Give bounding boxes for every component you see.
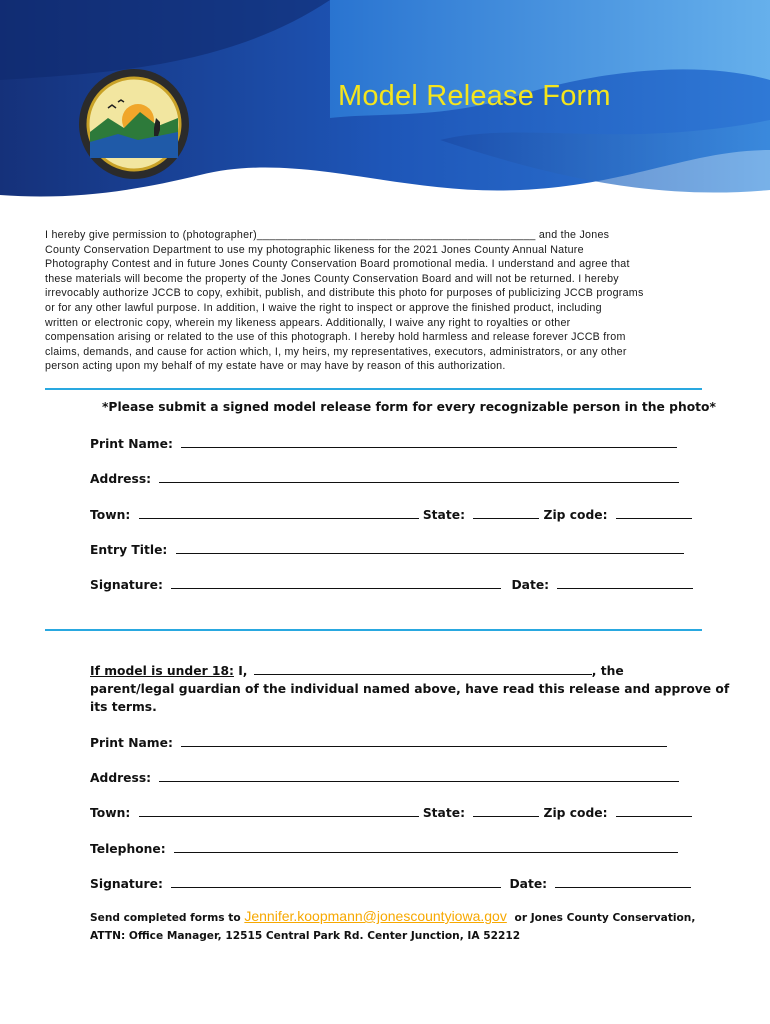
paragraph-line: claims, demands, and cause for action which, I, my heirs, my representatives, executors, administrators, or any other [45,345,627,358]
submission-notice: *Please submit a signed model release form for every recognizable person in the photo* [102,400,716,414]
header-banner [0,0,770,210]
zip-field[interactable] [616,804,692,817]
address-field[interactable] [159,769,679,782]
address-label: Address: [90,472,152,486]
signature-row [90,875,691,893]
guardian-text: parent/legal guardian of the individual named above, have read this release and approve of [90,682,730,696]
page-title: Model Release Form [338,80,611,112]
signature-row [90,576,693,594]
town-row [90,506,692,524]
address-row [90,769,679,787]
state-label: State: [422,806,465,820]
paragraph-line: these materials will become the property of the Jones County Conservation Board and will not be returned. I hereby [45,272,619,285]
zip-label: Zip code: [543,508,608,522]
address-row [90,470,679,488]
state-field[interactable] [473,804,539,817]
town-label: Town: [90,508,131,522]
guardian-name-field[interactable] [254,662,592,675]
guardian-text: its terms. [90,700,157,714]
guardian-text: I, [238,664,248,678]
paragraph-line: compensation arising or related to the use of this photograph. I hereby hold harmless and release forever JCCB from [45,331,626,344]
paragraph-line: Photography Contest and in future Jones County Conservation Board promotional media. I understand and agree that [45,258,630,271]
state-field[interactable] [473,506,539,519]
print-name-row [90,734,667,752]
entry-title-field[interactable] [176,541,684,554]
submission-instructions [90,907,695,945]
signature-field[interactable] [171,875,501,888]
section-divider [45,388,702,390]
print-name-row [90,435,677,453]
send-suffix: or Jones County Conservation, [514,912,696,924]
paragraph-line: I hereby give permission to (photographer)_____________________________________________ and the Jones [45,229,610,241]
release-paragraph [45,228,685,374]
print-name-field[interactable] [181,435,677,448]
entry-title-label: Entry Title: [90,543,168,557]
signature-label: Signature: [90,877,163,891]
date-label: Date: [509,877,548,891]
telephone-label: Telephone: [90,842,166,856]
paragraph-line: or for any other lawful purpose. In addition, I waive the right to inspect or approve the finished product, including [45,301,602,314]
signature-label: Signature: [90,578,163,592]
date-field[interactable] [557,576,693,589]
paragraph-line: person acting upon my behalf of my estate have or may have by reason of this authorization. [45,360,506,373]
zip-field[interactable] [616,506,692,519]
telephone-row [90,840,678,858]
date-field[interactable] [555,875,691,888]
address-label: Address: [90,771,152,785]
telephone-field[interactable] [174,840,678,853]
print-name-field[interactable] [181,734,667,747]
print-name-label: Print Name: [90,437,173,451]
date-label: Date: [511,578,550,592]
guardian-consent [90,662,730,716]
print-name-label: Print Name: [90,736,173,750]
minor-label: If model is under 18: [90,664,234,678]
section-divider [45,629,702,631]
jccb-logo [78,68,190,180]
paragraph-line: written or electronic copy, wherein my likeness appears. Additionally, I waive any right to royalties or other [45,316,571,329]
town-field[interactable] [139,804,419,817]
paragraph-line: irrevocably authorize JCCB to copy, exhibit, publish, and distribute this photo for purposes of publicizing JCCB programs [45,287,644,300]
email-link[interactable]: Jennifer.koopmann@jonescountyiowa.gov [244,908,507,924]
guardian-text: , the [591,664,624,678]
signature-field[interactable] [171,576,501,589]
entry-title-row [90,541,684,559]
town-label: Town: [90,806,131,820]
address-field[interactable] [159,470,679,483]
town-field[interactable] [139,506,419,519]
state-label: State: [422,508,465,522]
zip-label: Zip code: [543,806,608,820]
paragraph-line: County Conservation Department to use my photographic likeness for the 2021 Jones County Annual Nature [45,243,584,256]
town-row [90,804,692,822]
mailing-address: ATTN: Office Manager, 12515 Central Park Rd. Center Junction, IA 52212 [90,930,521,942]
send-prefix: Send completed forms to [90,912,241,924]
